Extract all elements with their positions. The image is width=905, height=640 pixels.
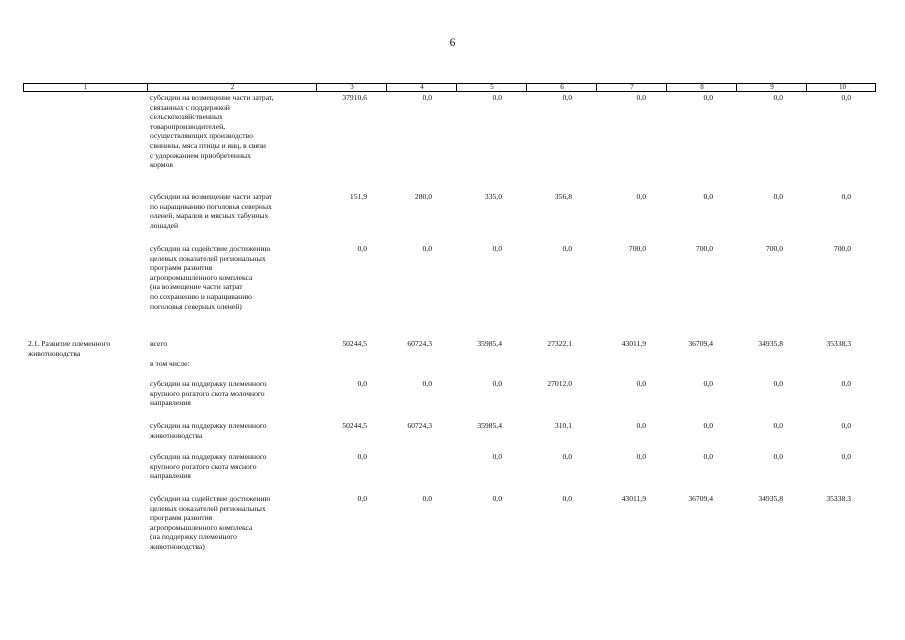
row-value-col6: 356,8: [554, 192, 572, 201]
row-description: субсидии на поддержку племенного животноводства: [150, 421, 267, 440]
row-value-col10: 0,0: [841, 93, 851, 102]
row-value-col10: 35338,3: [826, 339, 851, 348]
row-value-col10: 700,0: [833, 244, 851, 253]
row-value-col6: 27322,1: [547, 339, 572, 348]
page-number: 6: [449, 37, 456, 49]
header-cell-4: 4: [386, 83, 457, 92]
row-value-col8: 0,0: [703, 452, 713, 461]
row-value-col6: 0,0: [562, 494, 572, 503]
row-value-col7: 0,0: [636, 192, 646, 201]
header-cell-8: 8: [666, 83, 737, 92]
row-value-col10: 0,0: [841, 421, 851, 430]
row-description: субсидии на поддержку племенного крупного рогатого скота молочного направления: [150, 379, 267, 408]
header-cell-2: 2: [147, 83, 317, 92]
row-value-col3: 151,9: [349, 192, 367, 201]
row-description: субсидии на поддержку племенного крупного рогатого скота мясного направления: [150, 452, 267, 481]
row-value-col3: 0,0: [357, 452, 367, 461]
row-value-col9: 34935,8: [758, 494, 783, 503]
row-value-col10: 35338,3: [826, 494, 851, 503]
row-value-col6: 0,0: [562, 93, 572, 102]
row-value-col5: 35985,4: [477, 339, 502, 348]
row-value-col7: 43011,9: [621, 494, 646, 503]
row-value-col3: 50244,5: [342, 339, 367, 348]
row-value-col4: 60724,3: [407, 339, 432, 348]
row-value-col4: 0,0: [422, 244, 432, 253]
row-value-col8: 700,0: [695, 244, 713, 253]
row-value-col8: 0,0: [703, 192, 713, 201]
row-value-col5: 0,0: [492, 452, 502, 461]
row-value-col9: 0,0: [773, 379, 783, 388]
row-value-col7: 0,0: [636, 421, 646, 430]
row-value-col8: 0,0: [703, 93, 713, 102]
row-value-col6: 0,0: [562, 244, 572, 253]
row-value-col9: 34935,8: [758, 339, 783, 348]
row-value-col10: 0,0: [841, 379, 851, 388]
row-category: 2.1. Развитие племенного животноводства: [28, 339, 111, 358]
row-value-col9: 0,0: [773, 93, 783, 102]
row-value-col7: 0,0: [636, 93, 646, 102]
header-cell-5: 5: [456, 83, 527, 92]
row-value-col6: 27012,0: [547, 379, 572, 388]
row-value-col4: 0,0: [422, 379, 432, 388]
row-description: субсидии на возмещение части затрат, связанных с поддержкой сельскохозяйственных товаропроизводителей, осуществляющих производство свинины, мяса птицы и яиц, в связи с удорожанием приобретенных кормов: [150, 93, 274, 170]
row-value-col4: 60724,3: [407, 421, 432, 430]
row-description: субсидии на возмещение части затрат по наращиванию поголовья северных оленей, маралов и мясных табунных лошадей: [150, 192, 273, 230]
row-value-col6: 0,0: [562, 452, 572, 461]
row-value-col3: 37910,6: [342, 93, 367, 102]
row-value-col8: 0,0: [703, 379, 713, 388]
header-cell-6: 6: [526, 83, 597, 92]
row-value-col4: 280,0: [414, 192, 432, 201]
row-value-col7: 0,0: [636, 452, 646, 461]
row-value-col8: 36709,4: [688, 494, 713, 503]
header-cell-9: 9: [736, 83, 807, 92]
row-value-col5: 0,0: [492, 379, 502, 388]
row-value-col8: 0,0: [703, 421, 713, 430]
row-value-col4: 0,0: [422, 494, 432, 503]
row-value-col7: 43011,9: [621, 339, 646, 348]
row-value-col3: 0,0: [357, 494, 367, 503]
row-value-col7: 700,0: [628, 244, 646, 253]
row-value-col5: 35985,4: [477, 421, 502, 430]
row-value-col6: 310,1: [554, 421, 572, 430]
header-cell-7: 7: [596, 83, 667, 92]
row-description: в том числе:: [150, 359, 190, 368]
row-value-col3: 0,0: [357, 379, 367, 388]
row-value-col3: 50244,5: [342, 421, 367, 430]
header-cell-10: 10: [806, 83, 878, 92]
header-cell-3: 3: [316, 83, 387, 92]
row-description: субсидии на содействие достижению целевых показателей региональных программ развития агропромышленного комплекса (на поддержку племенного животноводства): [150, 494, 271, 551]
row-value-col9: 0,0: [773, 421, 783, 430]
row-value-col7: 0,0: [636, 379, 646, 388]
row-description: субсидии на содействие достижению целевых показателей региональных программ развития агропромышленного комплекса (на возмещение части затрат по сохранению и наращиванию поголовья северных оленей): [150, 244, 271, 311]
row-value-col5: 0,0: [492, 244, 502, 253]
row-value-col10: 0,0: [841, 452, 851, 461]
row-value-col5: 0,0: [492, 93, 502, 102]
row-value-col9: 0,0: [773, 192, 783, 201]
row-value-col5: 0,0: [492, 494, 502, 503]
header-cell-1: 1: [83, 83, 88, 91]
row-value-col8: 36709,4: [688, 339, 713, 348]
row-value-col10: 0,0: [841, 192, 851, 201]
row-description: всего: [150, 339, 168, 348]
row-value-col3: 0,0: [357, 244, 367, 253]
row-value-col9: 0,0: [773, 452, 783, 461]
table-header-row: [23, 83, 876, 92]
row-value-col5: 335,0: [484, 192, 502, 201]
row-value-col4: 0,0: [422, 93, 432, 102]
row-value-col9: 700,0: [765, 244, 783, 253]
